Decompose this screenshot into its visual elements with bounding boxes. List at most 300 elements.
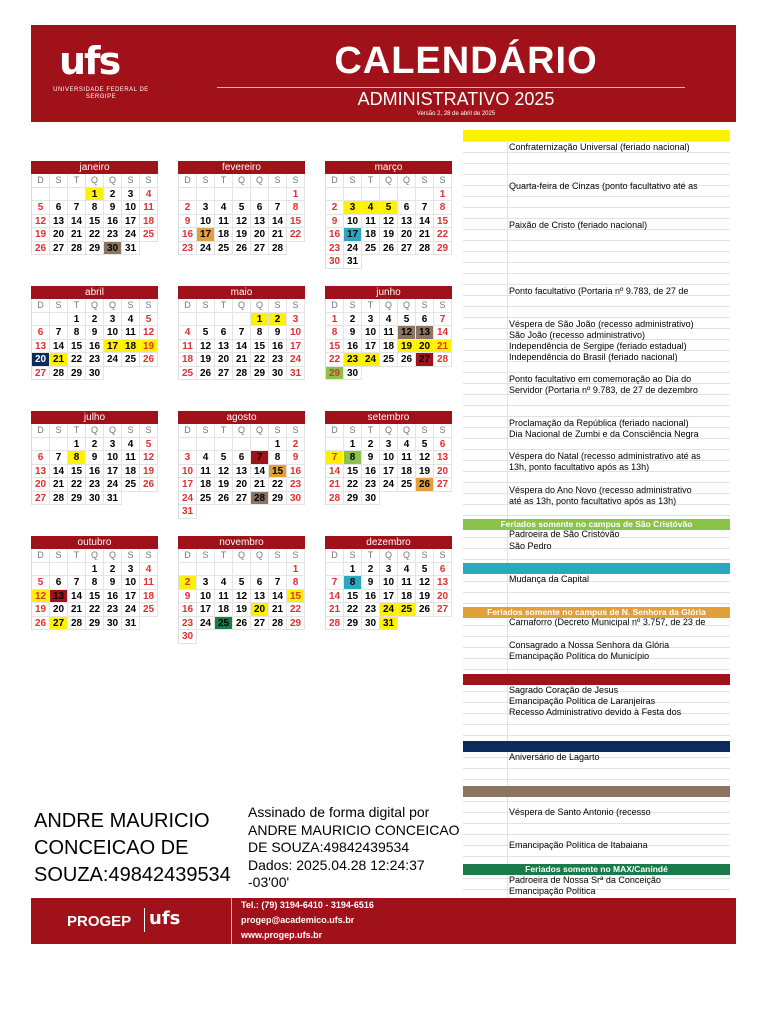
day-cell: 21: [233, 353, 251, 367]
day-cell: 2: [104, 563, 122, 577]
day-cell: 12: [140, 451, 158, 465]
event-item: Aniversário de Lagarto: [509, 752, 600, 762]
day-cell: 7: [416, 201, 434, 215]
day-cell: 27: [434, 603, 452, 617]
day-cell: 30: [86, 367, 104, 381]
month-grid: [178, 299, 305, 380]
day-cell: 19: [140, 465, 158, 479]
event-item: Ponto facultativo em comemoração ao Dia do: [509, 374, 692, 384]
empty-cell: [233, 188, 251, 202]
weekday-header: S: [122, 424, 140, 438]
day-cell: 1: [344, 563, 362, 577]
day-cell: 13: [50, 215, 68, 229]
legend-grid-line: [463, 801, 730, 802]
empty-cell: [233, 563, 251, 577]
day-cell: 5: [380, 201, 398, 215]
day-cell: 19: [197, 353, 215, 367]
day-cell: 23: [362, 478, 380, 492]
day-cell: 15: [251, 340, 269, 354]
day-cell: 28: [50, 367, 68, 381]
day-cell: 18: [398, 590, 416, 604]
day-cell: 14: [50, 465, 68, 479]
day-cell: 9: [362, 576, 380, 590]
day-cell: 1: [86, 563, 104, 577]
signature-info-line: -03'00': [248, 874, 290, 890]
day-cell: 14: [68, 215, 86, 229]
day-cell: 4: [215, 576, 233, 590]
day-cell: 13: [434, 576, 452, 590]
day-cell: 3: [179, 451, 197, 465]
day-cell: 9: [287, 451, 305, 465]
day-cell: 9: [179, 215, 197, 229]
empty-cell: [233, 438, 251, 452]
day-cell: 15: [269, 465, 287, 479]
weekday-header: Q: [86, 299, 104, 313]
day-cell: 22: [326, 353, 344, 367]
weekday-header: Q: [86, 424, 104, 438]
month-name: julho: [31, 411, 158, 424]
footer-ufs-logo: ufs: [149, 908, 181, 929]
day-cell: 24: [197, 242, 215, 256]
day-cell: 19: [416, 465, 434, 479]
day-cell: 23: [86, 478, 104, 492]
day-cell: 8: [86, 201, 104, 215]
empty-cell: [50, 188, 68, 202]
day-cell: 18: [215, 603, 233, 617]
day-cell: 6: [32, 326, 50, 340]
empty-cell: [269, 188, 287, 202]
empty-cell: [416, 188, 434, 202]
day-cell: 3: [344, 201, 362, 215]
day-cell: 21: [269, 603, 287, 617]
footer-phone: Tel.: (79) 3194-6410 - 3194-6516: [241, 900, 374, 910]
day-cell: 17: [380, 590, 398, 604]
day-cell: 21: [326, 603, 344, 617]
day-cell: 31: [287, 367, 305, 381]
day-cell: 25: [215, 617, 233, 631]
day-cell: 15: [287, 215, 305, 229]
signer-name-line: CONCEICAO DE: [34, 837, 189, 859]
legend-grid-line: [463, 273, 730, 274]
day-cell: 17: [197, 603, 215, 617]
weekday-header: T: [215, 424, 233, 438]
empty-cell: [215, 438, 233, 452]
weekday-header: T: [215, 174, 233, 188]
day-cell: 20: [233, 478, 251, 492]
day-cell: 14: [251, 465, 269, 479]
day-cell: 14: [233, 340, 251, 354]
weekday-header: S: [287, 549, 305, 563]
legend-grid-line: [463, 449, 730, 450]
day-cell: 27: [32, 367, 50, 381]
month-janeiro: [31, 161, 158, 255]
day-cell: 20: [32, 353, 50, 367]
month-fevereiro: [178, 161, 305, 255]
day-cell: 24: [104, 353, 122, 367]
empty-cell: [326, 188, 344, 202]
day-cell: 29: [344, 492, 362, 506]
day-cell: 1: [68, 313, 86, 327]
day-cell: 8: [68, 451, 86, 465]
day-cell: 30: [362, 617, 380, 631]
day-cell: 15: [344, 590, 362, 604]
legend-grid-line: [463, 284, 730, 285]
day-cell: 9: [344, 326, 362, 340]
day-cell: 7: [50, 451, 68, 465]
day-cell: 7: [233, 326, 251, 340]
empty-cell: [251, 438, 269, 452]
day-cell: 20: [32, 478, 50, 492]
day-cell: 24: [104, 478, 122, 492]
day-cell: 28: [269, 617, 287, 631]
day-cell: 19: [140, 340, 158, 354]
footer-website[interactable]: www.progep.ufs.br: [241, 930, 323, 940]
day-cell: 18: [179, 353, 197, 367]
weekday-header: S: [344, 299, 362, 313]
day-cell: 2: [362, 563, 380, 577]
day-cell: 26: [416, 603, 434, 617]
day-cell: 21: [251, 478, 269, 492]
weekday-header: S: [434, 299, 452, 313]
day-cell: 8: [251, 326, 269, 340]
month-agosto: [178, 411, 305, 519]
day-cell: 3: [380, 563, 398, 577]
legend-grid-line: [463, 834, 730, 835]
day-cell: 15: [344, 465, 362, 479]
day-cell: 30: [344, 367, 362, 381]
legend-grid-line: [463, 823, 730, 824]
day-cell: 10: [380, 576, 398, 590]
day-cell: 6: [50, 576, 68, 590]
empty-cell: [32, 188, 50, 202]
weekday-header: Q: [86, 549, 104, 563]
page-title: CALENDÁRIO: [334, 40, 598, 82]
legend-grid-line: [463, 559, 730, 560]
day-cell: 14: [416, 215, 434, 229]
day-cell: 10: [104, 451, 122, 465]
month-name: março: [325, 161, 452, 174]
day-cell: 27: [233, 492, 251, 506]
event-item: Independência de Sergipe (feriado estadual): [509, 341, 687, 351]
day-cell: 31: [122, 242, 140, 256]
weekday-header: S: [140, 549, 158, 563]
empty-cell: [68, 188, 86, 202]
event-item: Dia Nacional de Zumbi e da Consciência Negra: [509, 429, 699, 439]
day-cell: 7: [434, 313, 452, 327]
weekday-header: S: [416, 174, 434, 188]
signer-name-line: ANDRE MAURICIO: [34, 810, 210, 832]
month-dezembro: [325, 536, 452, 630]
event-item: Recesso Administrativo devido à Festa dos: [509, 707, 682, 717]
empty-cell: [362, 188, 380, 202]
day-cell: 21: [68, 228, 86, 242]
weekday-header: T: [362, 174, 380, 188]
day-cell: 17: [197, 228, 215, 242]
day-cell: 24: [197, 617, 215, 631]
empty-cell: [380, 188, 398, 202]
day-cell: 12: [197, 340, 215, 354]
month-name: junho: [325, 286, 452, 299]
weekday-header: Q: [104, 174, 122, 188]
day-cell: 3: [104, 313, 122, 327]
legend-color-bar: Feriados somente no campus de N. Senhora da Glória: [463, 607, 730, 618]
day-cell: 6: [32, 451, 50, 465]
day-cell: 24: [122, 228, 140, 242]
empty-cell: [179, 438, 197, 452]
signature-info: [248, 804, 460, 892]
day-cell: 5: [398, 313, 416, 327]
empty-cell: [251, 563, 269, 577]
day-cell: 10: [197, 215, 215, 229]
weekday-header: D: [326, 174, 344, 188]
day-cell: 18: [122, 465, 140, 479]
weekday-header: S: [50, 174, 68, 188]
day-cell: 13: [251, 215, 269, 229]
day-cell: 3: [122, 188, 140, 202]
month-name: abril: [31, 286, 158, 299]
weekday-header: Q: [251, 299, 269, 313]
day-cell: 23: [344, 353, 362, 367]
day-cell: 26: [197, 367, 215, 381]
day-cell: 25: [398, 478, 416, 492]
weekday-header: S: [269, 549, 287, 563]
day-cell: 27: [434, 478, 452, 492]
day-cell: 13: [416, 326, 434, 340]
day-cell: 31: [344, 255, 362, 269]
weekday-header: Q: [380, 549, 398, 563]
legend-color-bar: [463, 786, 730, 797]
day-cell: 11: [398, 451, 416, 465]
day-cell: 8: [68, 326, 86, 340]
day-cell: 20: [416, 340, 434, 354]
day-cell: 15: [86, 215, 104, 229]
day-cell: 23: [179, 617, 197, 631]
weekday-header: Q: [398, 174, 416, 188]
day-cell: 28: [68, 242, 86, 256]
day-cell: 20: [434, 465, 452, 479]
day-cell: 16: [86, 465, 104, 479]
day-cell: 9: [86, 326, 104, 340]
day-cell: 29: [344, 617, 362, 631]
day-cell: 13: [32, 340, 50, 354]
weekday-header: Q: [86, 174, 104, 188]
day-cell: 14: [434, 326, 452, 340]
event-item: Servidor (Portaria nº 9.783, de 27 de dezembro: [509, 385, 698, 395]
day-cell: 6: [416, 313, 434, 327]
day-cell: 16: [326, 228, 344, 242]
day-cell: 11: [215, 215, 233, 229]
day-cell: 8: [344, 451, 362, 465]
weekday-header: S: [197, 549, 215, 563]
day-cell: 18: [197, 478, 215, 492]
weekday-header: D: [179, 424, 197, 438]
day-cell: 2: [86, 438, 104, 452]
event-item: Consagrado a Nossa Senhora da Glória: [509, 640, 670, 650]
legend-grid-line: [463, 636, 730, 637]
weekday-header: D: [179, 549, 197, 563]
event-item: Padroeira de Nossa Srª da Conceição: [509, 875, 661, 885]
day-cell: 27: [251, 617, 269, 631]
day-cell: 22: [269, 478, 287, 492]
day-cell: 29: [86, 617, 104, 631]
day-cell: 26: [140, 478, 158, 492]
day-cell: 9: [179, 590, 197, 604]
day-cell: 6: [215, 326, 233, 340]
day-cell: 23: [104, 228, 122, 242]
day-cell: 29: [86, 242, 104, 256]
day-cell: 12: [233, 215, 251, 229]
day-cell: 30: [86, 492, 104, 506]
day-cell: 27: [215, 367, 233, 381]
day-cell: 2: [344, 313, 362, 327]
day-cell: 18: [122, 340, 140, 354]
month-name: fevereiro: [178, 161, 305, 174]
weekday-header: D: [326, 549, 344, 563]
event-item: Véspera do Ano Novo (recesso administrativo: [509, 485, 692, 495]
day-cell: 1: [287, 188, 305, 202]
empty-cell: [179, 313, 197, 327]
legend-grid-line: [463, 724, 730, 725]
day-cell: 30: [362, 492, 380, 506]
day-cell: 3: [122, 563, 140, 577]
day-cell: 7: [326, 451, 344, 465]
month-grid: [31, 424, 158, 505]
weekday-header: S: [416, 299, 434, 313]
empty-cell: [197, 563, 215, 577]
day-cell: 23: [326, 242, 344, 256]
legend-grid-line: [463, 856, 730, 857]
legend-grid-line: [463, 669, 730, 670]
day-cell: 4: [380, 313, 398, 327]
day-cell: 13: [233, 465, 251, 479]
day-cell: 27: [50, 617, 68, 631]
day-cell: 16: [362, 590, 380, 604]
day-cell: 11: [398, 576, 416, 590]
weekday-header: T: [68, 424, 86, 438]
day-cell: 24: [287, 353, 305, 367]
day-cell: 30: [104, 617, 122, 631]
title-divider: [217, 87, 685, 88]
empty-cell: [326, 563, 344, 577]
footer-email[interactable]: progep@academico.ufs.br: [241, 915, 355, 925]
day-cell: 12: [416, 576, 434, 590]
day-cell: 12: [140, 326, 158, 340]
weekday-header: S: [269, 174, 287, 188]
day-cell: 2: [179, 576, 197, 590]
day-cell: 22: [86, 228, 104, 242]
day-cell: 17: [122, 215, 140, 229]
day-cell: 18: [140, 590, 158, 604]
weekday-header: Q: [104, 549, 122, 563]
day-cell: 16: [269, 340, 287, 354]
day-cell: 22: [287, 603, 305, 617]
weekday-header: S: [50, 424, 68, 438]
day-cell: 11: [179, 340, 197, 354]
day-cell: 28: [416, 242, 434, 256]
month-name: dezembro: [325, 536, 452, 549]
day-cell: 1: [326, 313, 344, 327]
empty-cell: [344, 188, 362, 202]
day-cell: 29: [68, 367, 86, 381]
day-cell: 31: [380, 617, 398, 631]
empty-cell: [32, 563, 50, 577]
day-cell: 7: [269, 201, 287, 215]
legend-grid-line: [463, 207, 730, 208]
empty-cell: [197, 313, 215, 327]
day-cell: 11: [380, 326, 398, 340]
weekday-header: S: [344, 424, 362, 438]
day-cell: 20: [50, 603, 68, 617]
month-junho: [325, 286, 452, 380]
month-grid: [325, 424, 452, 505]
day-cell: 17: [362, 340, 380, 354]
day-cell: 16: [104, 590, 122, 604]
day-cell: 18: [398, 465, 416, 479]
empty-cell: [32, 313, 50, 327]
day-cell: 4: [398, 438, 416, 452]
day-cell: 8: [269, 451, 287, 465]
day-cell: 1: [287, 563, 305, 577]
day-cell: 20: [251, 228, 269, 242]
weekday-header: Q: [233, 424, 251, 438]
weekday-header: Q: [233, 549, 251, 563]
day-cell: 19: [215, 478, 233, 492]
weekday-header: Q: [104, 424, 122, 438]
day-cell: 26: [233, 242, 251, 256]
day-cell: 23: [104, 603, 122, 617]
day-cell: 6: [251, 201, 269, 215]
weekday-header: S: [287, 299, 305, 313]
day-cell: 21: [269, 228, 287, 242]
day-cell: 11: [122, 326, 140, 340]
day-cell: 29: [287, 617, 305, 631]
event-item: Ponto facultativo (Portaria nº 9.783, de 27 de: [509, 286, 689, 296]
day-cell: 4: [122, 438, 140, 452]
day-cell: 14: [269, 215, 287, 229]
legend-grid-line: [463, 251, 730, 252]
day-cell: 25: [122, 353, 140, 367]
day-cell: 2: [362, 438, 380, 452]
day-cell: 19: [32, 228, 50, 242]
empty-cell: [215, 563, 233, 577]
day-cell: 21: [68, 603, 86, 617]
event-item: Proclamação da República (feriado nacional): [509, 418, 689, 428]
header-banner: [31, 25, 736, 122]
empty-cell: [233, 313, 251, 327]
weekday-header: S: [197, 424, 215, 438]
day-cell: 14: [326, 465, 344, 479]
day-cell: 19: [233, 603, 251, 617]
day-cell: 9: [362, 451, 380, 465]
day-cell: 1: [344, 438, 362, 452]
day-cell: 23: [86, 353, 104, 367]
day-cell: 16: [179, 603, 197, 617]
weekday-header: S: [434, 424, 452, 438]
empty-cell: [179, 188, 197, 202]
day-cell: 21: [434, 340, 452, 354]
day-cell: 6: [434, 438, 452, 452]
event-item: Emancipação Política de Laranjeiras: [509, 696, 656, 706]
day-cell: 2: [326, 201, 344, 215]
day-cell: 17: [122, 590, 140, 604]
day-cell: 29: [269, 492, 287, 506]
day-cell: 11: [122, 451, 140, 465]
day-cell: 11: [197, 465, 215, 479]
event-item: Véspera do Natal (recesso administrativo até as: [509, 451, 701, 461]
empty-cell: [251, 188, 269, 202]
weekday-header: S: [344, 549, 362, 563]
weekday-header: Q: [251, 549, 269, 563]
